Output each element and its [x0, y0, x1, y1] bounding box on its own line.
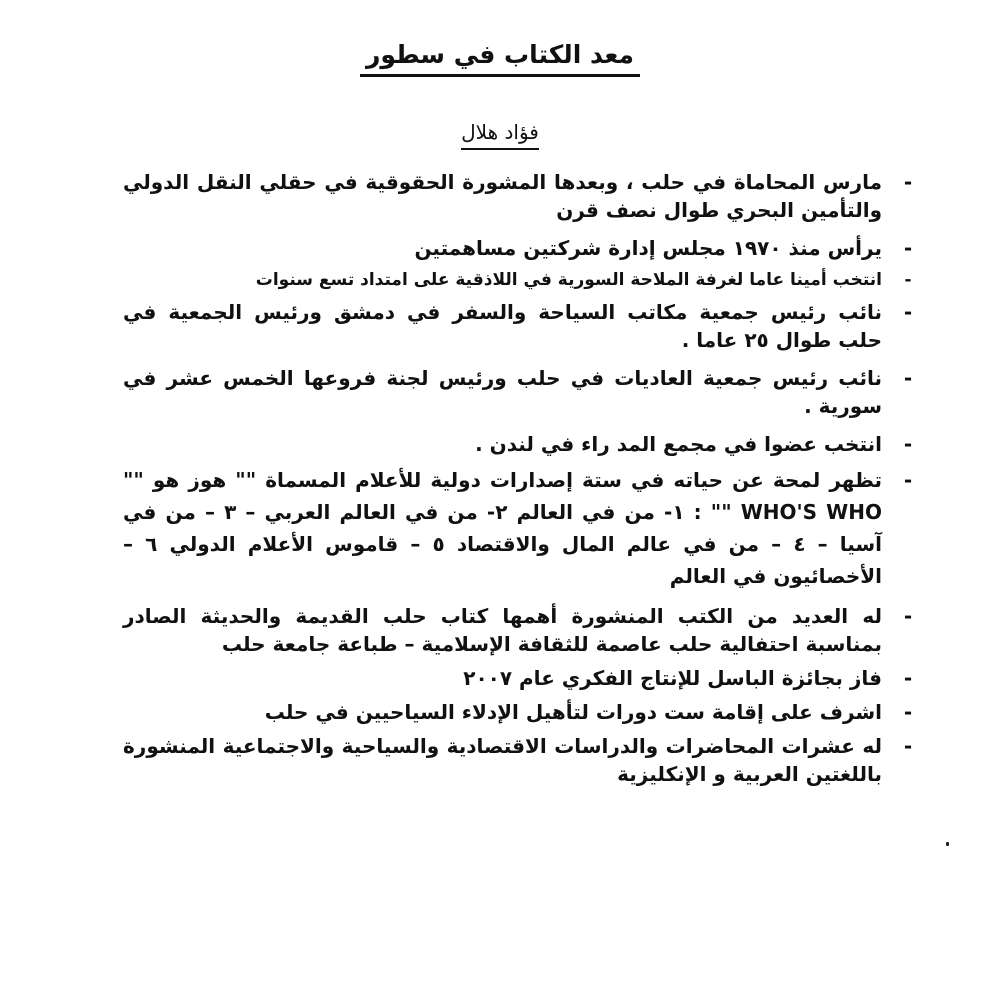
- bio-list: [123, 168, 918, 798]
- list-item: [123, 268, 918, 292]
- list-item: [123, 464, 918, 592]
- list-item: [123, 698, 918, 726]
- bullet-dash: -: [904, 270, 912, 290]
- list-item: [123, 364, 918, 420]
- item-text: تظهر لمحة عن حياته في ستة إصدارات دولية للأعلام المسماة "" هوز هو "" WHO'S WHO "" : ١- من في العالم ٢- من في العالم العربي – ٣ – من في آسيا – ٤ – من في عالم المال والاقتصاد ٥ – قاموس الأعلام الدولي ٦ – الأخصائيون في العالم: [123, 468, 882, 588]
- item-text: انتخب عضوا في مجمع المد راء في لندن .: [475, 432, 882, 456]
- bullet-dash: -: [903, 604, 913, 628]
- item-text: انتخب أمينا عاما لغرفة الملاحة السورية في اللاذقية على امتداد تسع سنوات: [255, 270, 882, 290]
- title-area: [0, 38, 1000, 77]
- bullet-dash: -: [903, 734, 913, 758]
- author-area: [0, 118, 1000, 150]
- list-item: [123, 664, 918, 692]
- author-name: فؤاد هلال: [461, 118, 539, 150]
- document-title: معد الكتاب في سطور: [360, 38, 640, 77]
- bullet-dash: -: [903, 170, 913, 194]
- bullet-dash: -: [903, 236, 913, 260]
- list-item: [123, 732, 918, 788]
- item-text: فاز بجائزة الباسل للإنتاج الفكري عام ٢٠٠٧: [463, 666, 882, 690]
- item-text: نائب رئيس جمعية مكاتب السياحة والسفر في دمشق ورئيس الجمعية في حلب طوال ٢٥ عاما .: [123, 300, 882, 352]
- scan-speck: [946, 842, 949, 846]
- list-item: [123, 298, 918, 354]
- list-item: [123, 234, 918, 262]
- bullet-dash: -: [903, 700, 913, 724]
- bullet-dash: -: [903, 366, 913, 390]
- bullet-dash: -: [903, 432, 913, 456]
- list-item: [123, 430, 918, 458]
- item-text: يرأس منذ ١٩٧٠ مجلس إدارة شركتين مساهمتين: [414, 236, 882, 260]
- item-text: له العديد من الكتب المنشورة أهمها كتاب حلب القديمة والحديثة الصادر بمناسبة احتفالية حلب عاصمة للثقافة الإسلامية – طباعة جامعة حلب: [123, 604, 882, 656]
- item-text: نائب رئيس جمعية العاديات في حلب ورئيس لجنة فروعها الخمس عشر في سورية .: [123, 366, 882, 418]
- list-item: [123, 168, 918, 224]
- bullet-dash: -: [903, 468, 913, 492]
- item-text: له عشرات المحاضرات والدراسات الاقتصادية والسياحية والاجتماعية المنشورة باللغتين العربية و الإنكليزية: [123, 734, 882, 786]
- list-item: [123, 602, 918, 658]
- item-text: اشرف على إقامة ست دورات لتأهيل الإدلاء السياحيين في حلب: [264, 700, 882, 724]
- item-text: مارس المحاماة في حلب ، وبعدها المشورة الحقوقية في حقلي النقل الدولي والتأمين البحري طوال نصف قرن: [123, 170, 882, 222]
- bullet-dash: -: [903, 666, 913, 690]
- bullet-dash: -: [903, 300, 913, 324]
